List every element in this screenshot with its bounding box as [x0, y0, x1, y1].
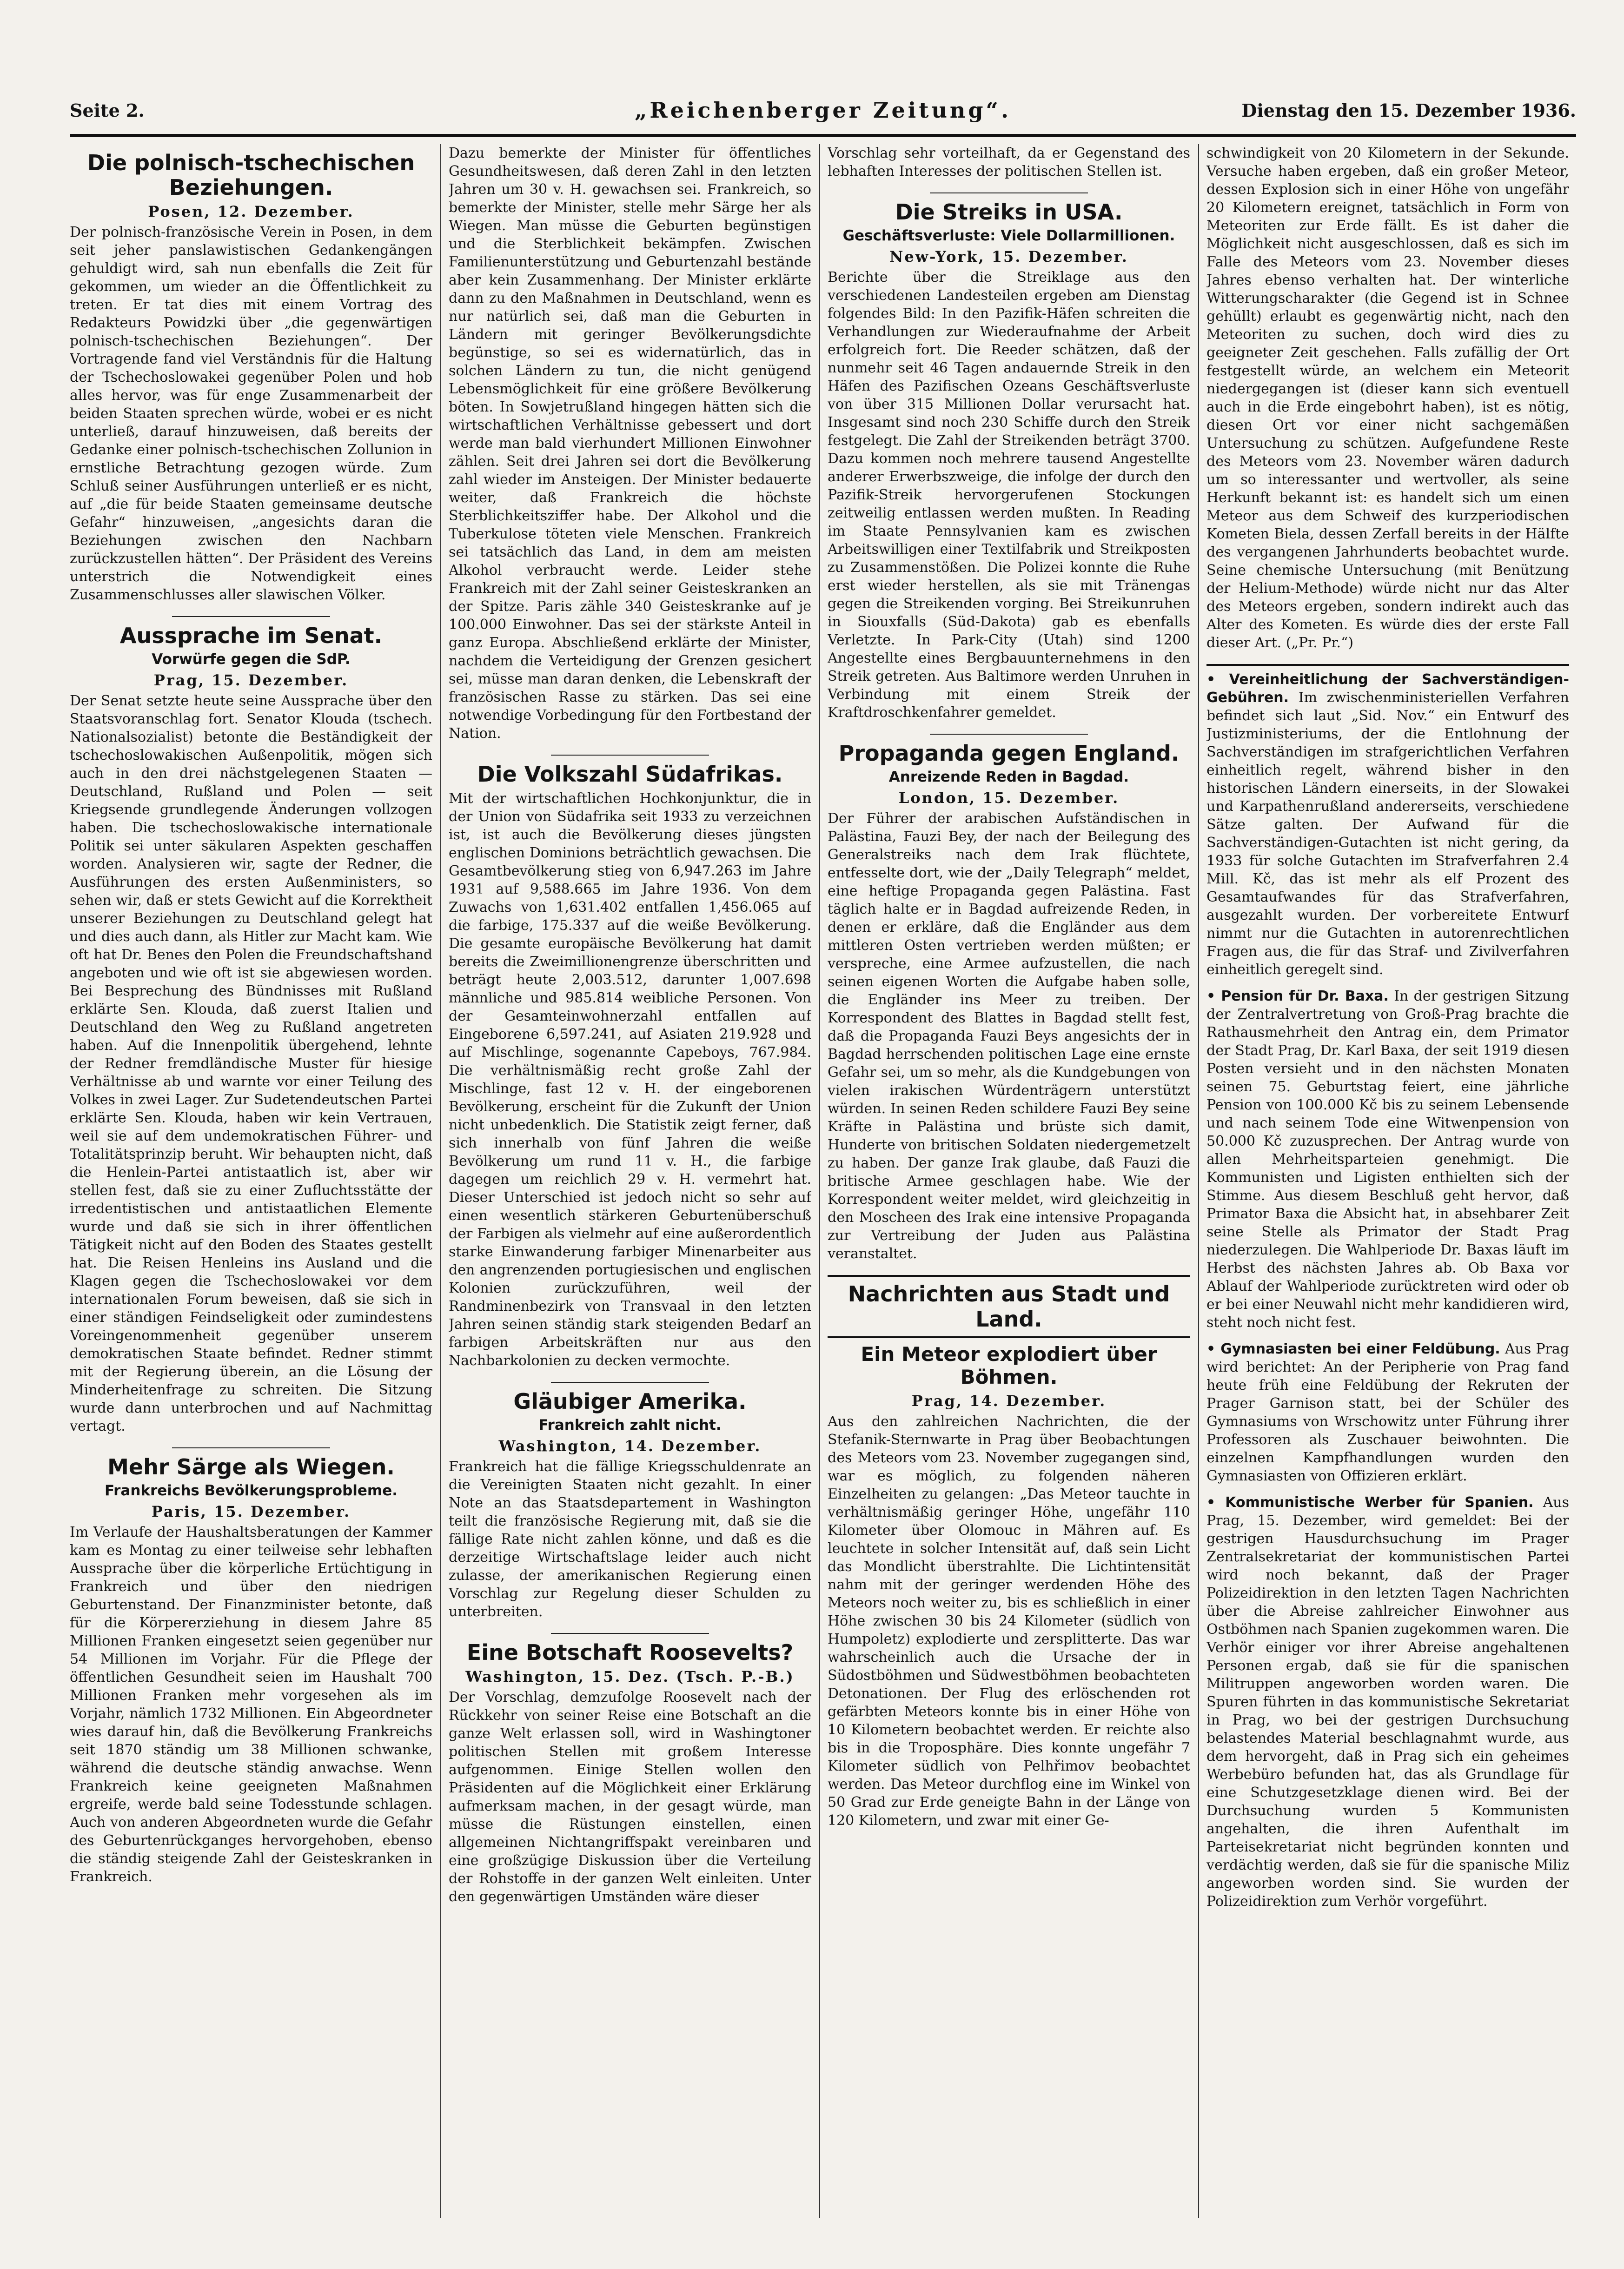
article-subhead: Geschäftsverluste: Viele Dollarmillionen.	[842, 227, 1175, 244]
article-dateline: Prag, 15. Dezember.	[153, 671, 349, 689]
section-rule	[828, 1275, 1190, 1277]
article-subhead: Frankreich zahlt nicht.	[538, 1416, 722, 1433]
news-item-baxa-pension	[1206, 987, 1569, 1332]
issue-date: Dienstag den 15. Dezember 1936.	[1241, 100, 1576, 121]
article-divider	[930, 734, 1088, 735]
news-body: Im zwischenministeriellen Verfahren befindet sich laut „Sid. Nov.“ ein Entwurf des Justizministeriums, der die Entlohnung der Sachverständigen im strafgerichtlichen Verfahren einheitlich regelt, während bisher in den historischen Ländern einerseits, in der Slowakei und Karpathenrußland andererseits, verschiedene Sätze galten. Der Aufwand für die Sachverständigen-Gutachten ist nicht gering, da 1933 für solche Gutachten im Strafverfahren 2.4 Mill. Kč, das ist mehr als elf Prozent des Gesamtaufwandes für das Strafverfahren, ausgezahlt wurden. Der vorbereitete Entwurf nimmt nur die Gutachten in autorenrechtlichen Fragen aus, die für das Straf- und Zivilverfahren einheitlich geregelt sind.	[1206, 690, 1569, 978]
article-headline: Propaganda gegen England.	[838, 740, 1180, 766]
section-rule	[828, 1336, 1190, 1338]
news-item-field-exercise	[1206, 1340, 1569, 1485]
article-dateline: Washington, 14. Dezember.	[498, 1437, 762, 1455]
article-headline: Ein Meteor explodiert über Böhmen.	[861, 1342, 1157, 1388]
header-rule	[70, 134, 1576, 137]
news-headline: • Kommunistische Werber für Spanien.	[1206, 1494, 1534, 1511]
article-dateline: London, 15. Dezember.	[898, 789, 1120, 807]
article-subhead: Vorwürfe gegen die SdP.	[152, 650, 351, 668]
article-divider	[930, 192, 1088, 193]
article-body: Dazu bemerkte der Minister für öffentliches Gesundheitswesen, daß deren Zahl in den letzten Jahren um 30 v. H. gewachsen sei. Frankreich, so bemerkte der Minister, stelle mehr Särge her als Wiegen. Man müsse die Geburten begünstigen und die Sterblichkeit bekämpfen. Zwischen Familienunterstützung und Geburtenzahl bestände aber kein Zusammenhang. Der Minister erklärte dann zu den Maßnahmen in Deutschland, wenn es nur natürlich sei, daß man die Geburten in Ländern mit geringer Bevölkerungsdichte begünstige, so sei es widernatürlich, das in solchen Ländern zu tun, die nicht genügend Lebensmöglichkeit für eine größere Bevölkerung böten. In Sowjetrußland hingegen hätten sich die wirtschaftlichen Verhältnisse gebessert und dort werde man bald vierhundert Millionen Einwohner zählen. Seit drei Jahren sei dort die Bevölkerung zahl wieder im Ansteigen. Der Minister bedauerte weiter, daß Frankreich die höchste Sterblichkeitsziffer habe. Der Alkohol und die Tuberkulose töteten viele Menschen. Frankreich sei tatsächlich das Land, in dem am meisten Alkohol verbraucht werde. Leider stehe Frankreich mit der Zahl seiner Geisteskranken an der Spitze. Paris zähle 340 Geisteskranke auf je 100.000 Einwohner. Das sei der stärkste Anteil in ganz Europa. Abschließend erklärte der Minister, nachdem die Verteidigung der Grenzen gesichert sei, müsse man daran denken, die Lebenskraft der französischen Rasse zu stärken. Das sei eine notwendige Vorbedingung für den Fortbestand der Nation.	[449, 145, 811, 742]
page-header	[70, 93, 1576, 130]
article-dateline: Posen, 12. Dezember.	[148, 202, 354, 220]
article-body: Der Vorschlag, demzufolge Roosevelt nach der Rückkehr von seiner Reise eine Botschaft an die ganze Welt erlassen soll, wird in Washingtoner politischen Stellen mit großem Interesse aufgenommen. Einige Stellen wollen den Präsidenten auf die Möglichkeit einer Erklärung aufmerksam machen, in der gesagt würde, man müsse die Rüstungen einstellen, einen allgemeinen Nichtangriffspakt vereinbaren und eine großzügige Diskussion über die Verteilung der Rohstoffe in der ganzen Welt einleiten. Unter den gegenwärtigen Umständen wäre dieser	[449, 1689, 811, 1905]
article-dateline: Washington, 15. Dez. (Tsch. P.-B.)	[465, 1667, 795, 1685]
newspaper-title: „Reichenberger Zeitung“.	[634, 98, 1012, 123]
news-headline: • Pension für Dr. Baxa.	[1206, 988, 1389, 1004]
article-divider	[172, 1447, 330, 1448]
article-meteor-continued	[1206, 144, 1569, 652]
news-item-spain-recruiters	[1206, 1493, 1569, 1911]
article-body: Berichte über die Streiklage aus den verschiedenen Landesteilen ergeben am Dienstag folgendes Bild: In den Pazifik-Häfen schreiten die Verhandlungen zur Wiederaufnahme der Arbeit erfolgreich fort. Die Reeder schätzen, daß der nunmehr seit 46 Tagen andauernde Streik in den Häfen des Pazifischen Ozeans Geschäftsverluste von über 315 Millionen Dollar verursacht hat. Insgesamt sind noch 230 Schiffe durch den Streik festgelegt. Die Zahl der Streikenden beträgt 3700. Dazu kommen noch mehrere tausend Angestellte anderer Erwerbszweige, die infolge der durch den Pazifik-Streik hervorgerufenen Stockungen zeitweilig entlassen werden mußten. In Reading im Staate Pennsylvanien kam es zwischen Arbeitswilligen einer Textilfabrik und Streikposten zu Zusammenstößen. Die Polizei konnte die Ruhe erst wieder herstellen, als sie mit Tränengas gegen die Streikenden vorging. Bei Streikunruhen in Siouxfalls (Süd-Dakota) gab es ebenfalls Verletzte. In Park-City (Utah) sind 1200 Angestellte eines Bergbauunternehmens in den Streik getreten. Aus Baltimore werden Unruhen in Verbindung mit einem Streik der Kraftdroschkenfahrer gemeldet.	[828, 269, 1190, 721]
news-item-experts-fees	[1206, 670, 1569, 979]
column-divider	[440, 144, 441, 2218]
news-body: Aus Prag, 15. Dezember, wird gemeldet: Bei der gestrigen Hausdurchsuchung im Prager Zentralsekretariat der kommunistischen Partei wird noch bekannt, daß der Prager Polizeidirektion in den letzten Tagen Nachrichten über die Abreise zahlreicher Einwohner aus Ostböhmen nach Spanien zugekommen waren. Die Verhör einiger vor ihrer Abreise angehaltenen Personen ergab, daß sie für die spanischen Militruppen angeworben worden waren. Die Spuren führten in das kommunistische Sekretariat in Prag, wo bei der gestrigen Durchsuchung belastendes Material beschlagnahmt wurde, aus dem hervorgeht, daß in Prag sich ein geheimes Werbebüro befunden hat, das als Grundlage für eine Schutzgesetzklage dienen wird. Bei der Durchsuchung wurden 5 Kommunisten angehalten, die ihren Aufenthalt im Parteisekretariat nicht begründen konnten und verdächtig werden, daß sie für die spanische Miliz angeworben worden sind. Sie wurden der Polizeidirektion zum Verhör vorgeführt.	[1206, 1494, 1569, 1910]
article-coffins	[70, 1455, 432, 1886]
article-roosevelt	[449, 1640, 811, 1906]
article-headline: Aussprache im Senat.	[119, 623, 383, 648]
column-1	[70, 144, 432, 2227]
article-coffins-continued	[449, 144, 811, 743]
article-propaganda	[828, 741, 1190, 1263]
article-usa-strikes	[828, 200, 1190, 722]
article-subhead: Anreizende Reden in Bagdad.	[888, 768, 1129, 785]
article-body: Frankreich hat die fällige Kriegsschuldenrate an die Vereinigten Staaten nicht gezahlt. In einer Note an das Staatsdepartement in Washington teilt die französische Regierung mit, daß sie die fällige Rate nicht zahlen könne, und daß es die derzeitige Wirtschaftslage leider auch nicht zulasse, der amerikanischen Regierung einen Vorschlag zur Regelung dieser Schulden zu unterbreiten.	[449, 1458, 811, 1620]
article-divider	[551, 1382, 709, 1383]
article-headline: Mehr Särge als Wiegen.	[107, 1454, 395, 1479]
article-headline: Eine Botschaft Roosevelts?	[466, 1639, 794, 1665]
article-creditor-america	[449, 1389, 811, 1621]
page-number: Seite 2.	[70, 100, 145, 121]
article-divider	[1206, 664, 1569, 666]
article-body: Im Verlaufe der Haushaltsberatungen der Kammer kam es Montag zu einer teilweise sehr lebhaften Aussprache über die körperliche Ertüchtigung in Frankreich und über den niedrigen Geburtenstand. Der Finanzminister betonte, daß für die Körpererziehung in diesem Jahre 85 Millionen Franken eingesetzt seien gegenüber nur 54 Millionen im Vorjahr. Für die Pflege der öffentlichen Gesundheit seien im Haushalt 700 Millionen Franken mehr vorgesehen als im Vorjahr, nämlich 1732 Millionen. Ein Abgeordneter wies darauf hin, daß die Bevölkerung Frankreichs seit 1870 ständig um 38 Millionen schwanke, während die deutsche ständig anwachse. Wenn Frankreich keine geeigneten Maßnahmen ergreife, werde bald seine Todesstunde schlagen. Auch von anderen Abgeordneten wurde die Gefahr des Geburtenrückganges hervorgehoben, ebenso die ständig steigende Zahl der Geisteskranken in Frankreich.	[70, 1524, 432, 1885]
article-divider	[172, 616, 330, 617]
article-headline: Die polnisch-tschechischen Beziehungen.	[87, 150, 415, 200]
article-headline: Gläubiger Amerika.	[513, 1388, 747, 1414]
article-south-africa	[449, 762, 811, 1370]
column-3	[828, 144, 1190, 2227]
article-dateline: Paris, 15. Dezember.	[151, 1502, 351, 1520]
article-body: Der Senat setzte heute seine Aussprache über den Staatsvoranschlag fort. Senator Klouda (tschech. Nationalsozialist) betonte die Beständigkeit der tschechoslowakischen Außenpolitik, mögen sich auch in den drei nächstgelegenen Staaten — Deutschland, Rußland und Polen — seit Kriegsende grundlegende Änderungen vollzogen haben. Die tschechoslowakische internationale Politik sei unter säkularen Aspekten geschaffen worden. Analysieren wir, sagte der Redner, die Ausführungen des ersten Außenministers, so sehen wir, daß er stets Gewicht auf die Korrektheit unserer Beziehungen zu Deutschland gelegt hat und dies auch dann, als Hitler zur Macht kam. Wie oft hat Dr. Benes den Polen die Freundschaftshand angeboten und wie oft ist sie abgewiesen worden. Bei Besprechung des Bündnisses mit Rußland erklärte Sen. Klouda, daß zuerst Italien und Deutschland den Weg zu Rußland angetreten haben. Auf die Innenpolitik übergehend, lehnte der Redner fremdländische Muster für hiesige Verhältnisse ab und warnte vor einer Teilung des Volkes in zwei Lager. Zur Sudetendeutschen Partei erklärte Sen. Klouda, haben wir kein Vertrauen, weil sie auf dem undemokratischen Führer- und Totalitätsprinzip beruht. Wir behaupten nicht, daß die Henlein-Partei antistaatlich ist, aber wir stellen fest, daß sie zu einer Zufluchtsstätte der irredentistischen und antistaatlichen Elemente wurde und daß sie sich in ihrer öffentlichen Tätigkeit nicht auf den Boden des Staates gestellt hat. Die Reisen Henleins ins Ausland und die Klagen gegen die Tschechoslowakei vor dem internationalen Forum beweisen, daß sie sich in einer ständigen Feindseligkeit oder zumindestens Voreingenommenheit gegenüber unserem demokratischen Staate befindet. Redner stimmt mit der Regierung überein, an die Lösung der Minderheitenfrage zu schreiten. Die Sitzung wurde dann unterbrochen und auf Nachmittag vertagt.	[70, 692, 432, 1434]
article-meteor	[828, 1281, 1190, 1830]
article-body: schwindigkeit von 20 Kilometern in der Sekunde. Versuche haben ergeben, daß ein großer Meteor, dessen Explosion sich in einer Höhe von ungefähr 20 Kilometern ereignet, tatsächlich in Form von Meteoriten zur Erde fällt. Es ist daher die Möglichkeit nicht ausgeschlossen, daß es sich im Falle des Meteors vom 23. November dieses Jahres ebenso verhalten hat. Der winterliche Witterungscharakter (die Gegend ist in Schnee gehüllt) erlaubt es gegenwärtig nicht, nach den Meteoriten zu suchen, doch wird dies zu geeigneter Zeit geschehen. Falls zufällig der Ort festgestellt würde, an welchem ein Meteorit niedergegangen ist (dieser kann sich eventuell auch in die Erde eingebohrt haben), ist es nötig, diesen Ort vor einer nicht sachgemäßen Untersuchung zu schützen. Aufgefundene Reste des Meteors vom 23. November wären dadurch um so interessanter und wertvoller, als seine Herkunft bekannt ist: es handelt sich um einen Meteor aus dem Schweif des kurzperiodischen Kometen Biela, dessen Zerfall bereits in der Hälfte des vergangenen Jahrhunderts beobachtet wurde. Seine chemische Untersuchung (mit Benützung der Helium-Methode) würde nicht nur das Alter des Meteors ergeben, sondern indirekt auch das Alter des Kometen. Es würde dies der erste Fall dieser Art. („Pr. Pr.“)	[1206, 145, 1569, 651]
news-headline: • Gymnasiasten bei einer Feldübung.	[1206, 1341, 1500, 1357]
article-body: Der Führer der arabischen Aufständischen in Palästina, Fauzi Bey, der nach der Beilegung des Generalstreiks nach dem Irak flüchtete, entfesselte dort, wie der „Daily Telegraph“ meldet, eine heftige Propaganda gegen Palästina. Fast täglich halte er in Bagdad aufreizende Reden, in denen er erkläre, daß die Engländer aus dem mittleren Osten vertrieben werden müßten; er verspreche, eine Armee aufzustellen, die nach seinen eigenen Worten die Aufgabe haben solle, die Engländer ins Meer zu treiben. Der Korrespondent des Blattes in Bagdad stellt fest, daß die Propaganda Fauzi Beys angesichts der in Bagdad herrschenden politischen Lage eine ernste Gefahr sei, um so mehr, als die Kundgebungen von vielen irakischen Würdenträgern unterstützt würden. In seinen Reden schildere Fauzi Bey seine Kräfte in Palästina und brüste sich damit, Hunderte von britischen Soldaten niedergemetzelt zu haben. Der ganze Irak glaube, daß Fauzi die britische Armee geschlagen habe. Wie der Korrespondent weiter meldet, wird gleichzeitig in den Moscheen des Irak eine intensive Propaganda zur Vertreibung der Juden aus Palästina veranstaltet.	[828, 810, 1190, 1262]
article-roosevelt-continued	[828, 144, 1190, 180]
article-body: Der polnisch-französische Verein in Posen, in dem seit jeher panslawistischen Gedankengängen gehuldigt wird, sah nun ebenfalls die Zeit für gekommen, um wieder an die Öffentlichkeit zu treten. Er tat dies mit einem Vortrag des Redakteurs Powidzki über „die gegenwärtigen polnisch-tschechischen Beziehungen“. Der Vortragende fand viel Verständnis für die Haltung der Tschechoslowakei gegenüber Polen und hob alles hervor, was für enge Zusammenarbeit der beiden Staaten sprechen würde, wobei er es nicht unterließ, darauf hinzuweisen, daß bereits der Gedanke einer polnisch-tschechischen Zollunion in ernstliche Betrachtung gezogen würde. Zum Schluß seiner Ausführungen unterließ er es nicht, auf „die für beide Staaten gemeinsame deutsche Gefahr“ hinzuweisen, „angesichts daran die Beziehungen zwischen den Nachbarn zurückzustellen hätten“. Der Präsident des Vereins unterstrich die Notwendigkeit eines Zusammenschlusses aller slawischen Völker.	[70, 224, 432, 603]
column-2	[449, 144, 811, 2227]
article-body: Vorschlag sehr vorteilhaft, da er Gegenstand des lebhaften Interesses der politischen Stellen ist.	[828, 145, 1190, 179]
news-body: Aus Prag wird berichtet: An der Peripherie von Prag fand heute früh eine Feldübung der Rekruten der Prager Garnison statt, bei der Schüler des Gymnasiums von Wrschowitz unter Führung ihrer Professoren als Zuschauer beiwohnten. Die einzelnen Kampfhandlungen wurden den Gymnasiasten von Offizieren erklärt.	[1206, 1341, 1569, 1484]
article-headline: Die Streiks in USA.	[895, 199, 1123, 225]
news-body: In der gestrigen Sitzung der Zentralvertretung von Groß-Prag brachte die Rathausmehrheit den Antrag ein, dem Primator der Stadt Prag, Dr. Karl Baxa, der seit 1919 diesen Posten versieht und in den nächsten Monaten seinen 75. Geburtstag feiert, eine jährliche Pension von 100.000 Kč bis zu seinem Lebensende und nach seinem Tode eine Witwenpension von 50.000 Kč zuzusprechen. Der Antrag wurde von allen Mehrheitsparteien genehmigt. Die Kommunisten und Ligisten enthielten sich der Stimme. Aus diesem Beschluß geht hervor, daß Primator Baxa die Absicht hat, in absehbarer Zeit seine Stelle als Primator der Stadt Prag niederzulegen. Die Wahlperiode Dr. Baxas läuft im Herbst des nächsten Jahres ab. Ob Baxa vor Ablauf der Wahlperiode zurücktreten wird oder ob er bei einer Neuwahl nicht mehr kandidieren wird, steht noch nicht fest.	[1206, 988, 1569, 1331]
column-divider	[819, 144, 820, 2218]
section-heading: Nachrichten aus Stadt und Land.	[848, 1281, 1170, 1332]
column-divider	[1198, 144, 1199, 2218]
article-headline: Die Volkszahl Südafrikas.	[477, 762, 783, 787]
article-divider	[551, 1633, 709, 1634]
column-4	[1206, 144, 1569, 2227]
article-body: Mit der wirtschaftlichen Hochkonjunktur, die in der Union von Südafrika seit 1933 zu verzeichnen ist, ist auch die Bevölkerung dieses jüngsten englischen Dominions beträchtlich gewachsen. Die Gesamtbevölkerung stieg von 6,947.263 im Jahre 1931 auf 9,588.665 im Jahre 1936. Von dem Zuwachs von 1,631.402 entfallen 1,456.065 auf die farbige, 175.337 auf die weiße Bevölkerung. Die gesamte europäische Bevölkerung hat damit bereits die Zweimillionengrenze überschritten und beträgt heute 2,003.512, darunter 1,007.698 männliche und 985.814 weibliche Personen. Von der Gesamteinwohnerzahl entfallen auf Eingeborene 6,597.241, auf Asiaten 219.928 und auf Mischlinge, sogenannte Capeboys, 767.984. Die verhältnismäßig recht große Zahl der Mischlinge, fast 12 v. H. der eingeborenen Bevölkerung, erscheint für die Zukunft der Union nicht unbedenklich. Die Statistik zeigt ferner, daß sich innerhalb von fünf Jahren die weiße Bevölkerung um rund 11 v. H., die farbige dagegen um reichlich 29 v. H. vermehrt hat. Dieser Unterschied ist jedoch nicht so sehr auf einen wesentlich stärkeren Geburtenüberschuß der Farbigen als vielmehr auf eine außerordentlich starke Einwanderung farbiger Minenarbeiter aus den angrenzenden portugiesischen und englischen Kolonien zurückzuführen, weil der Randminenbezirk von Transvaal in den letzten Jahren seinen ständig stark steigenden Bedarf an farbigen Arbeitskräften nur aus den Nachbarkolonien zu decken vermochte.	[449, 790, 811, 1369]
article-body: Aus den zahlreichen Nachrichten, die der Stefanik-Sternwarte in Prag über Beobachtungen des Meteors vom 23. November zugegangen sind, war es möglich, zu folgenden näheren Einzelheiten zu gelangen: „Das Meteor tauchte in verhältnismäßig geringer Höhe, ungefähr 110 Kilometer über Olomouc in Mähren auf. Es leuchtete in solcher Intensität auf, daß sein Licht das Mondlicht überstrahlte. Die Lichtintensität nahm mit der geringer werdenden Höhe des Meteors noch weiter zu, bis es schließlich in einer Höhe zwischen 30 bis 24 Kilometer (südlich von Humpoletz) explodierte und zersplitterte. Das war wahrscheinlich auch die Ursache der in Südostböhmen und Südwestböhmen beobachteten Detonationen. Der Flug des erlöschenden rot gefärbten Meteors konnte bis in einer Höhe von 10 Kilometern beobachtet werden. Er reichte also bis in die Troposphäre. Dies konnte ungefähr 7 Kilometer südlich von Pelhřimov beobachtet werden. Das Meteor durchflog eine im Winkel von 50 Grad zur Erde geneigte Bahn in der Länge von 120 Kilometern, und zwar mit einer Ge-	[828, 1413, 1190, 1829]
article-divider	[551, 755, 709, 756]
article-polish-czech	[70, 151, 432, 604]
article-dateline: Prag, 14. Dezember.	[911, 1392, 1107, 1410]
news-headline: • Vereinheitlichung der Sachverständigen-Gebühren.	[1206, 671, 1569, 706]
article-subhead: Frankreichs Bevölkerungsprobleme.	[104, 1482, 398, 1499]
article-senate	[70, 624, 432, 1435]
newspaper-page	[70, 93, 1576, 2232]
article-dateline: New-York, 15. Dezember.	[889, 247, 1128, 265]
